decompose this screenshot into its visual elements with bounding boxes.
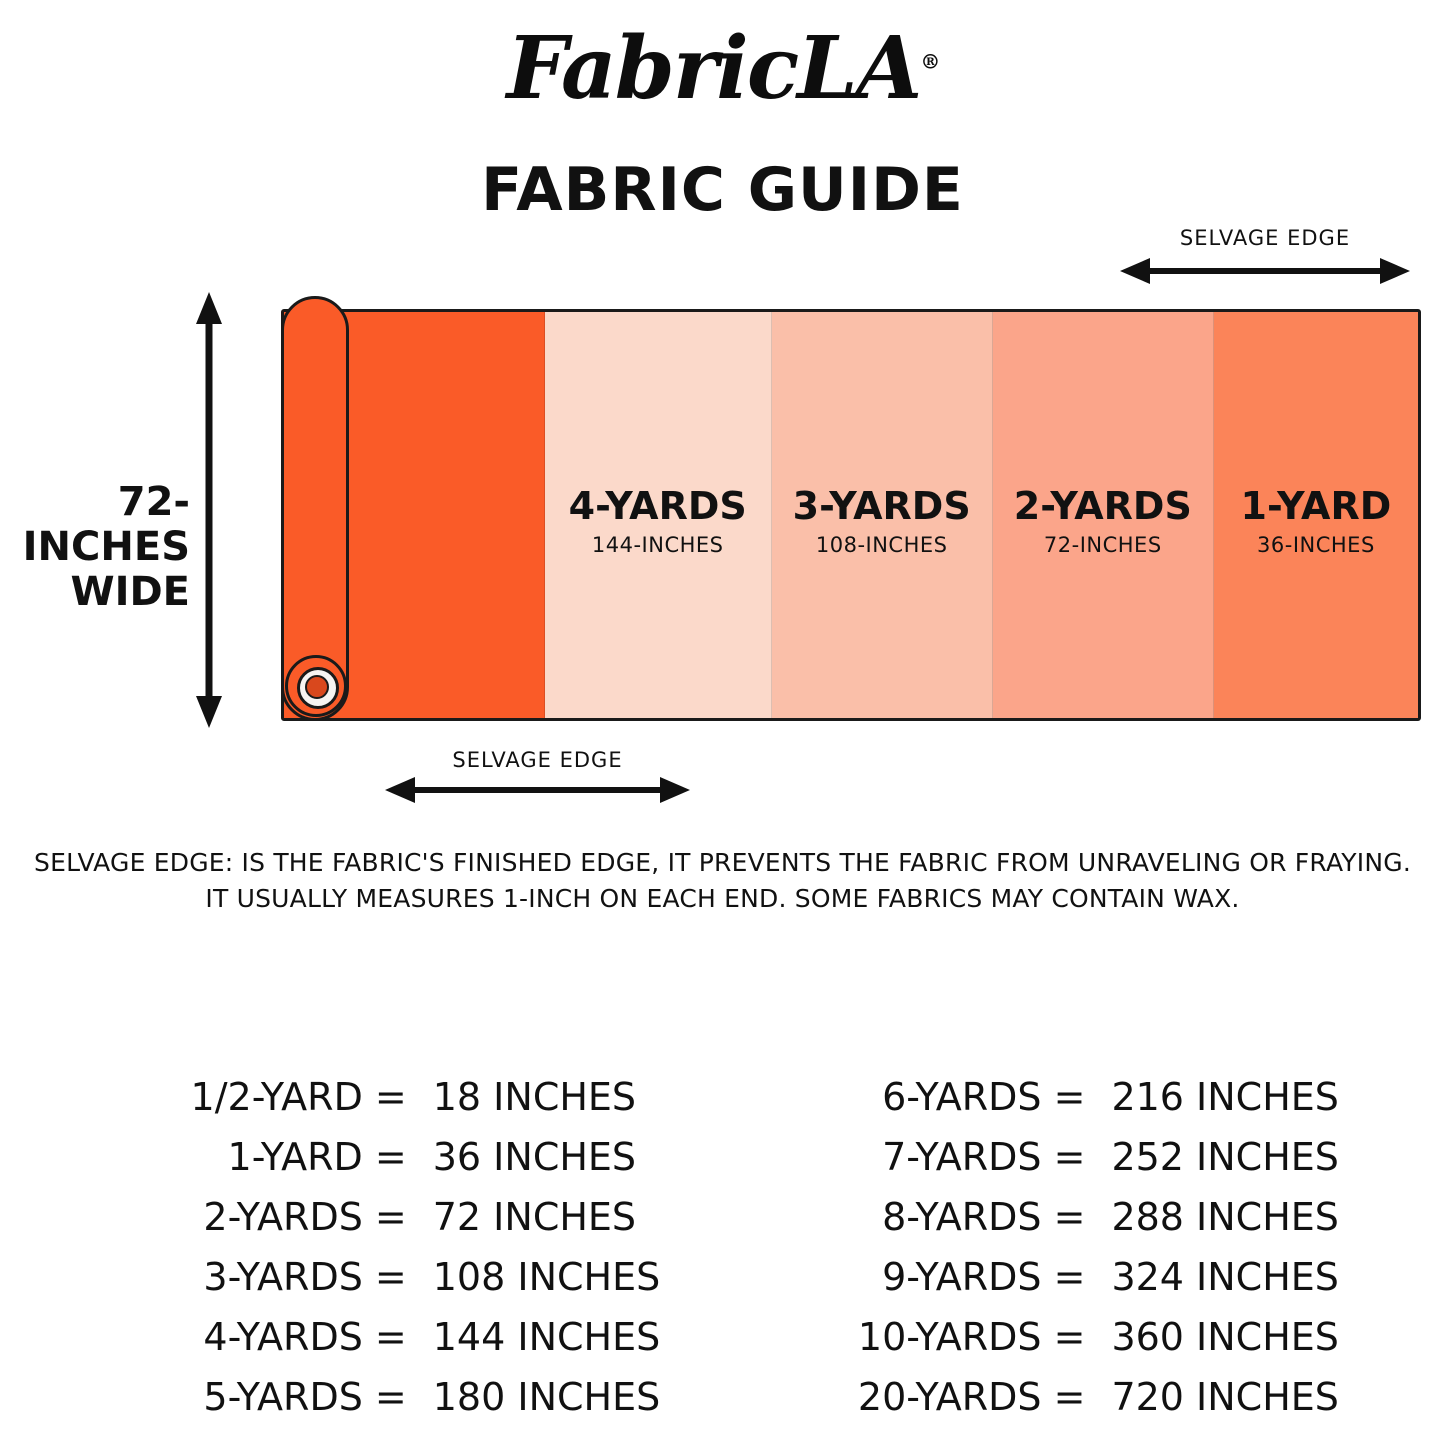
selvage-edge-note xyxy=(0,845,1445,916)
yards-value: 7-YARDS = xyxy=(882,1135,1086,1179)
yards-value: 6-YARDS = xyxy=(882,1075,1086,1119)
brand-name: FabricLA xyxy=(506,18,921,119)
yards-value: 20-YARDS = xyxy=(857,1375,1086,1419)
inches-value: 252 INCHES xyxy=(1111,1135,1339,1179)
table-row xyxy=(0,1075,722,1135)
bolt-segment-2-yards xyxy=(993,312,1214,718)
selvage-bottom-arrow-icon xyxy=(385,777,690,803)
yards-value: 3-YARDS = xyxy=(203,1255,407,1299)
inches-value: 108 INCHES xyxy=(432,1255,661,1299)
table-row xyxy=(722,1315,1444,1375)
table-row xyxy=(722,1255,1444,1315)
inches-value: 180 INCHES xyxy=(432,1375,661,1419)
note-line-1: SELVAGE EDGE: IS THE FABRIC'S FINISHED EDGE, IT PREVENTS THE FABRIC FROM UNRAVELING OR FRAYING. xyxy=(34,848,1411,877)
inches-value: 72 INCHES xyxy=(432,1195,637,1239)
inches-value: 36 INCHES xyxy=(432,1135,637,1179)
selvage-edge-top-label: SELVAGE EDGE xyxy=(1179,226,1351,250)
segment-subtitle: 108-INCHES xyxy=(815,532,948,557)
yard-to-inch-conversion-table xyxy=(0,1075,1445,1435)
yards-value: 2-YARDS = xyxy=(203,1195,407,1239)
table-row xyxy=(0,1135,722,1195)
yards-value: 10-YARDS = xyxy=(857,1315,1086,1359)
yards-value: 8-YARDS = xyxy=(882,1195,1086,1239)
note-line-2: IT USUALLY MEASURES 1-INCH ON EACH END. SOME FABRICS MAY CONTAIN WAX. xyxy=(205,883,1240,913)
table-row xyxy=(722,1195,1444,1255)
bolt-segment-1-yard xyxy=(1214,312,1418,718)
bolt-segment-3-yards xyxy=(772,312,993,718)
page-title: FABRIC GUIDE xyxy=(481,155,964,225)
yards-value: 1-YARD = xyxy=(227,1135,407,1179)
width-arrow-icon xyxy=(196,292,222,728)
inches-value: 144 INCHES xyxy=(432,1315,661,1359)
inches-value: 720 INCHES xyxy=(1111,1375,1339,1419)
inches-value: 324 INCHES xyxy=(1111,1255,1339,1299)
table-row xyxy=(722,1075,1444,1135)
segment-subtitle: 144-INCHES xyxy=(591,532,724,557)
fabric-width-label: 72-INCHES WIDE xyxy=(22,479,190,615)
segment-title: 2-YARDS xyxy=(1013,484,1192,528)
selvage-edge-bottom-label: SELVAGE EDGE xyxy=(452,748,623,772)
fabric-bolt-body xyxy=(281,309,1421,721)
bolt-segment-4-yards xyxy=(545,312,772,718)
table-row xyxy=(0,1315,722,1375)
segment-title: 3-YARDS xyxy=(792,484,971,528)
segment-subtitle: 72-INCHES xyxy=(1043,532,1162,557)
inches-value: 216 INCHES xyxy=(1111,1075,1339,1119)
conversion-column-left xyxy=(0,1075,722,1435)
table-row xyxy=(0,1375,722,1435)
yards-value: 4-YARDS = xyxy=(203,1315,407,1359)
segment-subtitle: 36-INCHES xyxy=(1257,532,1375,557)
table-row xyxy=(0,1195,722,1255)
yards-value: 5-YARDS = xyxy=(203,1375,407,1419)
inches-value: 288 INCHES xyxy=(1111,1195,1339,1239)
conversion-column-right xyxy=(722,1075,1444,1435)
table-row xyxy=(722,1135,1444,1195)
yards-value: 9-YARDS = xyxy=(882,1255,1086,1299)
registered-trademark-icon: ® xyxy=(920,49,939,74)
selvage-top-arrow-icon xyxy=(1120,258,1410,284)
table-row xyxy=(722,1375,1444,1435)
inches-value: 18 INCHES xyxy=(432,1075,637,1119)
inches-value: 360 INCHES xyxy=(1111,1315,1339,1359)
segment-title: 4-YARDS xyxy=(568,484,747,528)
table-row xyxy=(0,1255,722,1315)
yards-value: 1/2-YARD = xyxy=(190,1075,407,1119)
segment-title: 1-YARD xyxy=(1240,484,1392,528)
fabric-roll-core-icon xyxy=(285,655,347,717)
